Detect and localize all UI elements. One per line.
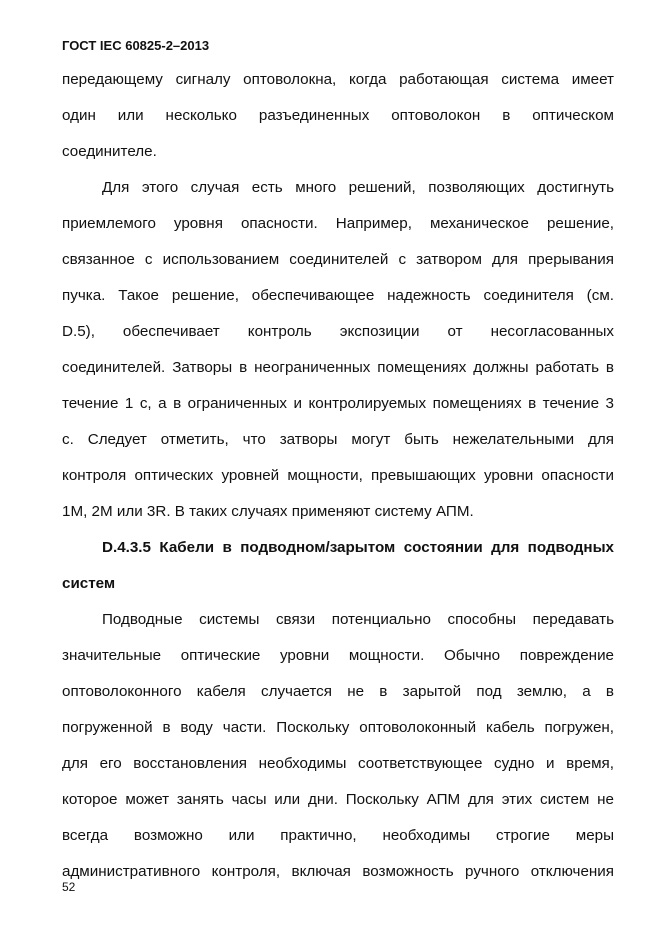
text-line: пучка. Такое решение, обеспечивающее надежность соединителя (см. — [62, 287, 614, 304]
text-line: значительные оптические уровни мощности. Обычно повреждение — [62, 647, 614, 664]
text-line: всегда возможно или практично, необходимы строгие меры — [62, 827, 614, 844]
text-line: один или несколько разъединенных оптоволокон в оптическом — [62, 107, 614, 124]
page-number: 52 — [62, 880, 76, 894]
text-line: течение 1 с, а в ограниченных и контролируемых помещениях в течение 3 — [62, 395, 614, 412]
text-line: с. Следует отметить, что затворы могут быть нежелательными для — [62, 431, 614, 448]
text-line: Для этого случая есть много решений, позволяющих достигнуть — [102, 179, 614, 196]
text-line: 1М, 2М или 3R. В таких случаях применяют систему АПМ. — [62, 503, 474, 520]
body-text — [62, 62, 614, 890]
text-line: D.5), обеспечивает контроль экспозиции от несогласованных — [62, 323, 614, 340]
text-line: контроля оптических уровней мощности, превышающих уровни опасности — [62, 467, 614, 484]
text-line: соединителей. Затворы в неограниченных помещениях должны работать в — [62, 359, 614, 376]
text-line: погруженной в воду части. Поскольку оптоволоконный кабель погружен, — [62, 719, 614, 736]
text-line: для его восстановления необходимы соответствующее судно и время, — [62, 755, 614, 772]
text-line: оптоволоконного кабеля случается не в зарытой под землю, а в — [62, 683, 614, 700]
section-heading-continuation: систем — [62, 575, 116, 592]
text-line: административного контроля, включая возможность ручного отключения — [62, 863, 614, 880]
text-line: Подводные системы связи потенциально способны передавать — [102, 611, 614, 628]
section-heading: D.4.3.5 Кабели в подводном/зарытом состоянии для подводных — [102, 539, 614, 556]
text-line: приемлемого уровня опасности. Например, механическое решение, — [62, 215, 614, 232]
text-line: передающему сигналу оптоволокна, когда работающая система имеет — [62, 71, 614, 88]
text-line: соединителе. — [62, 143, 157, 160]
text-line: которое может занять часы или дни. Поскольку АПМ для этих систем не — [62, 791, 614, 808]
text-line: связанное с использованием соединителей с затвором для прерывания — [62, 251, 614, 268]
document-header: ГОСТ IEC 60825-2–2013 — [62, 38, 210, 53]
